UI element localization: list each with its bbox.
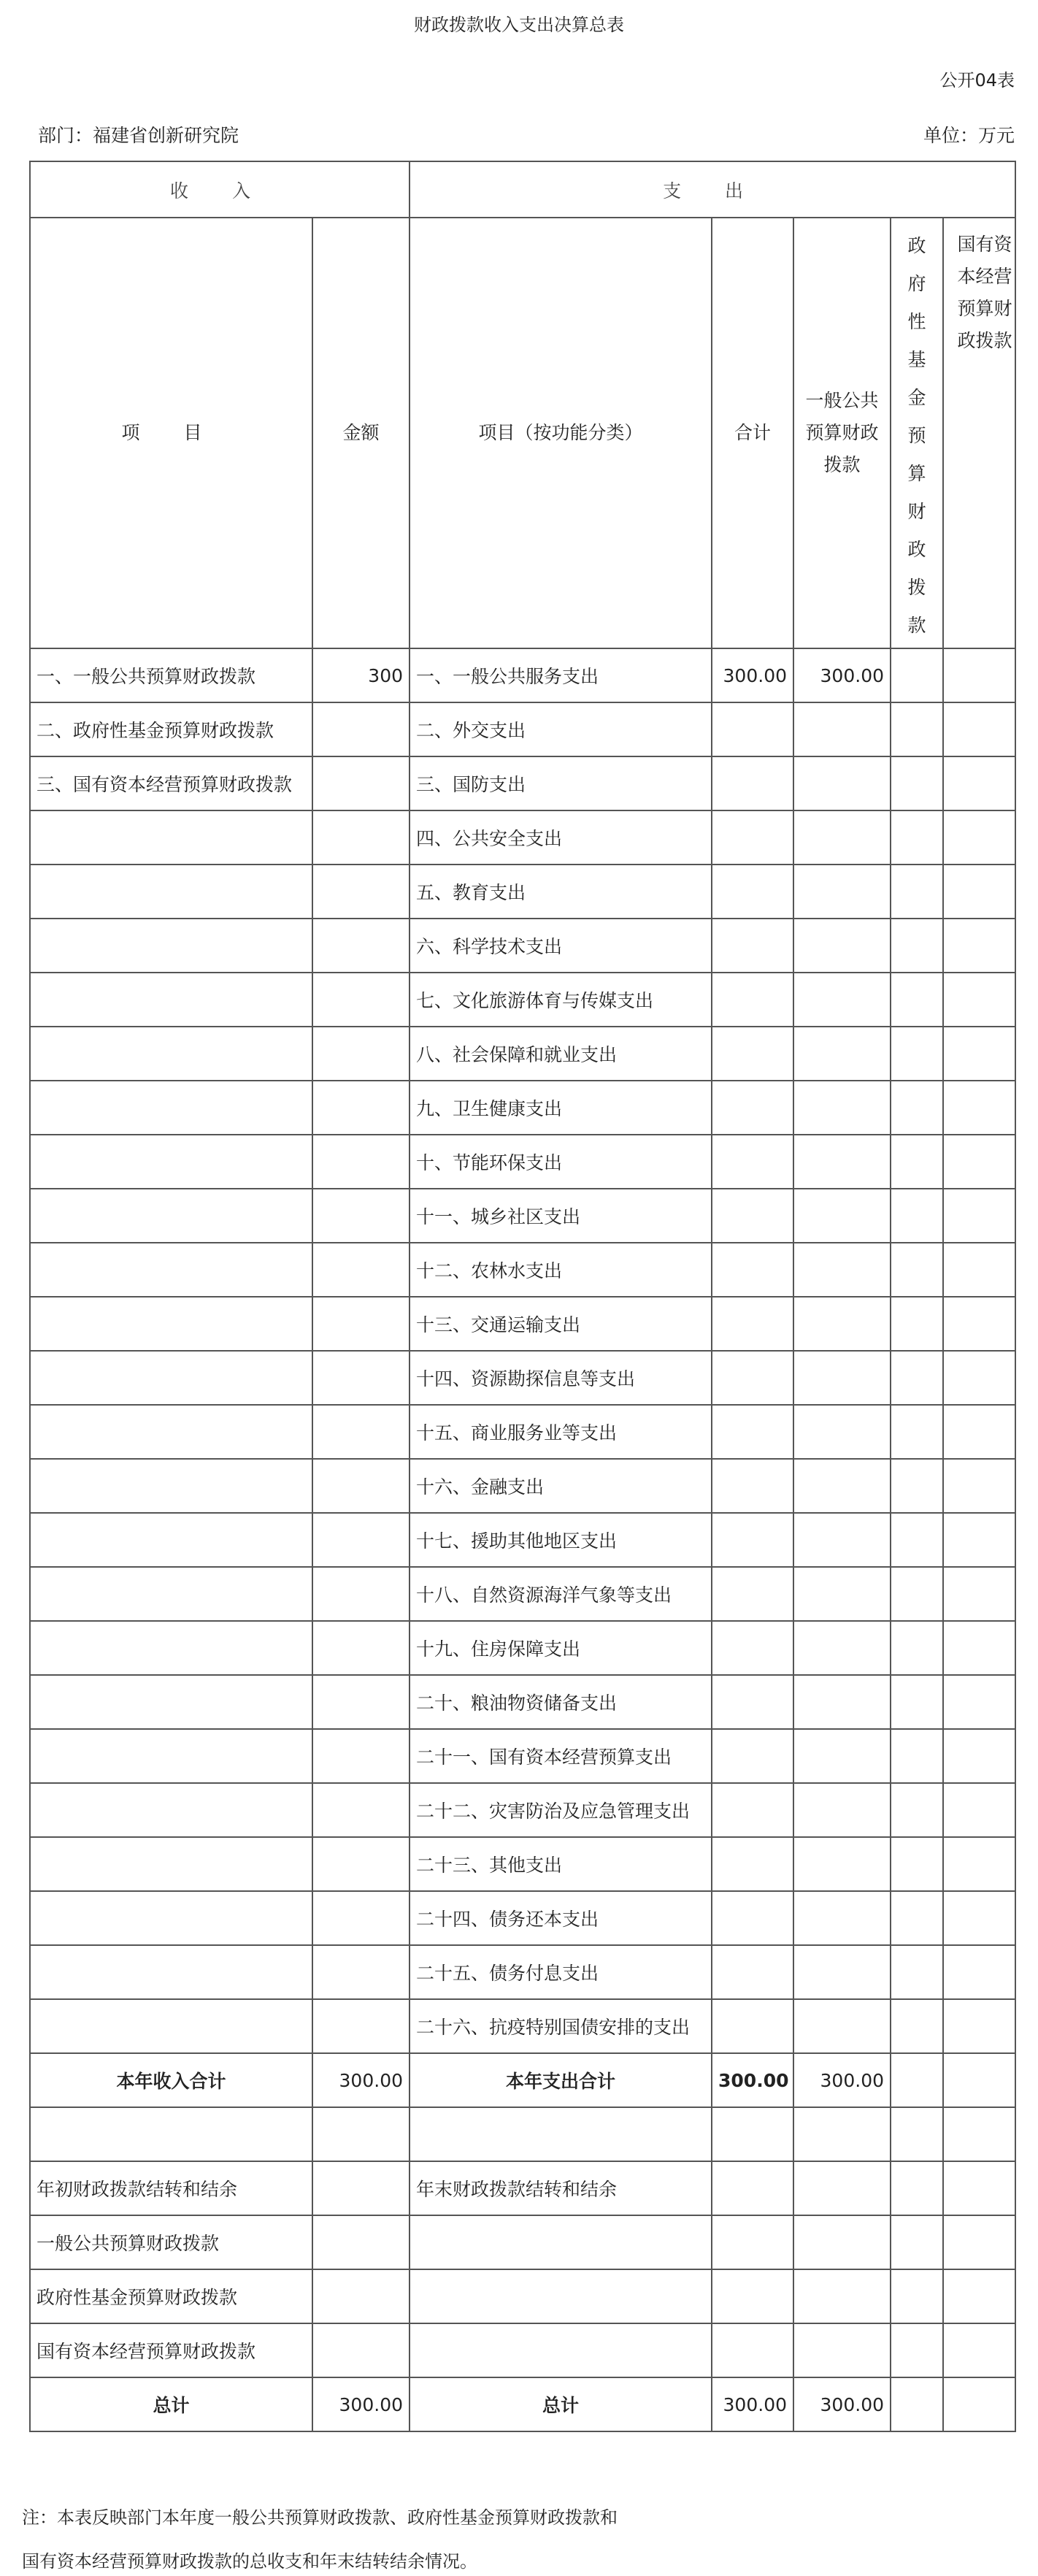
soe-capital-cell [943,1135,1015,1189]
soe-capital-cell [943,1621,1015,1675]
end-carryover-gov [891,2161,943,2215]
general-budget-cell [793,973,891,1027]
expense-total-cell [712,865,793,919]
table-row [30,1027,1015,1081]
income-item-cell [30,1027,312,1081]
general-budget-cell [793,919,891,973]
soe-capital-cell [943,1513,1015,1567]
income-amount-cell [312,919,410,973]
income-amount-cell [312,1405,410,1459]
soe-capital-cell [943,702,1015,756]
total-header: 合计 [712,218,793,648]
expense-item-cell: 二十三、其他支出 [410,1837,712,1891]
carryover-expense-cell [891,2215,943,2269]
table-row [30,1621,1015,1675]
table-row [30,1675,1015,1729]
end-carryover-total [712,2161,793,2215]
income-amount-cell [312,1621,410,1675]
general-budget-cell [793,1027,891,1081]
income-amount-cell [312,1729,410,1783]
carryover-general-label: 一般公共预算财政拨款 [30,2215,312,2269]
gov-fund-cell [891,1837,943,1891]
income-amount-cell [312,1513,410,1567]
blank-cell [793,2107,891,2161]
general-budget-cell [793,1783,891,1837]
general-budget-cell [793,1297,891,1351]
blank-cell [410,2107,712,2161]
grand-expense-general: 300.00 [793,2377,891,2431]
table-row [30,919,1015,973]
income-item-cell: 三、国有资本经营预算财政拨款 [30,756,312,810]
expense-total-cell [712,1945,793,1999]
general-budget-cell [793,865,891,919]
year-expense-soe [943,2053,1015,2107]
expense-item-cell: 二十五、债务付息支出 [410,1945,712,1999]
income-item-cell [30,1405,312,1459]
blank-cell [712,2107,793,2161]
carryover-expense-cell [793,2269,891,2323]
expense-item-cell: 十四、资源勘探信息等支出 [410,1351,712,1405]
table-row [30,1189,1015,1243]
soe-capital-cell [943,1837,1015,1891]
gov-fund-cell [891,1783,943,1837]
form-number: 公开04表 [939,70,1015,91]
income-item-cell [30,919,312,973]
general-budget-cell [793,1999,891,2053]
table-row [30,1837,1015,1891]
carryover-expense-cell [712,2269,793,2323]
income-amount-cell [312,1027,410,1081]
income-item-cell: 一、一般公共预算财政拨款 [30,648,312,702]
table-row [30,1891,1015,1945]
gov-fund-cell [891,1675,943,1729]
soe-capital-header [943,218,1015,648]
carryover-expense-cell [943,2323,1015,2377]
income-item-cell [30,1837,312,1891]
carryover-gov-fund-label: 政府性基金预算财政拨款 [30,2269,312,2323]
year-expense-total: 300.00 [712,2053,793,2107]
gov-fund-cell [891,1189,943,1243]
soe-capital-cell [943,973,1015,1027]
expense-total-cell [712,1459,793,1513]
general-budget-cell: 300.00 [793,648,891,702]
year-income-total-amount: 300.00 [312,2053,410,2107]
expense-section-header: 支 出 [410,161,1015,218]
soe-capital-cell [943,1783,1015,1837]
soe-capital-cell [943,1405,1015,1459]
expense-total-cell [712,1783,793,1837]
general-budget-header-text: 一般公共预算财政拨款 [805,390,879,475]
year-expense-gov [891,2053,943,2107]
general-budget-cell [793,1675,891,1729]
income-amount-cell [312,1189,410,1243]
soe-capital-cell [943,1945,1015,1999]
grand-expense-soe [943,2377,1015,2431]
income-item-cell [30,1675,312,1729]
expense-total-cell [712,1297,793,1351]
income-amount-cell [312,1891,410,1945]
carryover-row [30,2161,1015,2215]
table-row [30,1729,1015,1783]
general-budget-cell [793,1081,891,1135]
table-row [30,865,1015,919]
table-row [30,973,1015,1027]
income-amount-cell [312,1297,410,1351]
expense-total-cell [712,1513,793,1567]
blank-row [30,2107,1015,2161]
soe-capital-cell [943,1189,1015,1243]
expense-item-cell: 八、社会保障和就业支出 [410,1027,712,1081]
carryover-sub-row [30,2215,1015,2269]
expense-item-cell: 十三、交通运输支出 [410,1297,712,1351]
expense-item-cell: 十二、农林水支出 [410,1243,712,1297]
income-item-cell [30,1243,312,1297]
general-budget-cell [793,1567,891,1621]
expense-item-cell: 二十、粮油物资储备支出 [410,1675,712,1729]
gov-fund-header-text: 政府性基金预算财政拨款 [907,235,926,636]
income-item-cell [30,1621,312,1675]
expense-item-header: 项目（按功能分类） [410,218,712,648]
general-budget-cell [793,1729,891,1783]
income-amount-cell [312,1135,410,1189]
carryover-expense-cell [793,2323,891,2377]
soe-capital-cell [943,1675,1015,1729]
carryover-expense-cell [891,2269,943,2323]
table-row [30,810,1015,865]
income-item-header-text: 项 目 [121,422,221,443]
general-budget-cell [793,1405,891,1459]
gov-fund-cell [891,702,943,756]
expense-item-cell: 四、公共安全支出 [410,810,712,865]
carryover-soe-amount [312,2323,410,2377]
expense-total-cell [712,810,793,865]
expense-total-cell [712,756,793,810]
expense-total-cell [712,1135,793,1189]
income-amount-cell [312,1999,410,2053]
carryover-expense-cell [712,2323,793,2377]
expense-item-cell: 三、国防支出 [410,756,712,810]
general-budget-cell [793,1351,891,1405]
year-income-total-label: 本年收入合计 [30,2053,312,2107]
carryover-expense-cell [410,2215,712,2269]
expense-total-cell [712,1567,793,1621]
blank-cell [30,2107,312,2161]
gov-fund-cell [891,1243,943,1297]
expense-total-cell [712,1243,793,1297]
gov-fund-cell [891,1135,943,1189]
begin-carryover-amount [312,2161,410,2215]
expense-item-cell: 一、一般公共服务支出 [410,648,712,702]
table-row [30,1567,1015,1621]
expense-total-cell: 300.00 [712,648,793,702]
unit-label: 单位：万元 [923,125,1015,146]
soe-capital-cell [943,919,1015,973]
gov-fund-cell [891,1297,943,1351]
income-amount-cell [312,1081,410,1135]
general-budget-cell [793,810,891,865]
income-amount-cell [312,973,410,1027]
begin-carryover-label: 年初财政拨款结转和结余 [30,2161,312,2215]
expense-item-cell: 十九、住房保障支出 [410,1621,712,1675]
carryover-expense-cell [943,2269,1015,2323]
carryover-expense-cell [793,2215,891,2269]
soe-capital-cell [943,865,1015,919]
gov-fund-cell [891,648,943,702]
grand-expense-gov [891,2377,943,2431]
income-amount-cell [312,702,410,756]
grand-expense-total: 300.00 [712,2377,793,2431]
income-item-cell [30,1999,312,2053]
general-budget-header [793,218,891,648]
soe-capital-cell [943,1081,1015,1135]
gov-fund-cell [891,1405,943,1459]
footnote-line-2: 国有资本经营预算财政拨款的总收支和年末结转结余情况。 [22,2551,477,2572]
general-budget-cell [793,1459,891,1513]
expense-item-cell: 九、卫生健康支出 [410,1081,712,1135]
income-item-cell [30,865,312,919]
income-amount-cell [312,1783,410,1837]
expense-total-cell [712,919,793,973]
income-amount-cell [312,1351,410,1405]
table-row [30,1243,1015,1297]
expense-total-cell [712,1351,793,1405]
footnote-line-1: 注：本表反映部门本年度一般公共预算财政拨款、政府性基金预算财政拨款和 [22,2507,618,2528]
expense-total-cell [712,1837,793,1891]
soe-capital-cell [943,1459,1015,1513]
income-item-cell [30,810,312,865]
department-label: 部门：福建省创新研究院 [38,125,239,146]
income-item-header [30,218,312,648]
income-amount-cell [312,865,410,919]
general-budget-cell [793,1945,891,1999]
gov-fund-cell [891,1459,943,1513]
table-row [30,1297,1015,1351]
general-budget-cell [793,1135,891,1189]
table-row [30,1351,1015,1405]
income-item-cell [30,1891,312,1945]
table-row [30,1513,1015,1567]
soe-capital-cell [943,1891,1015,1945]
general-budget-cell [793,1189,891,1243]
year-expense-general: 300.00 [793,2053,891,2107]
general-budget-cell [793,1243,891,1297]
income-amount-cell: 300 [312,648,410,702]
gov-fund-cell [891,1513,943,1567]
expense-item-cell: 十一、城乡社区支出 [410,1189,712,1243]
expense-total-cell [712,702,793,756]
carryover-expense-cell [891,2323,943,2377]
year-expense-total-label: 本年支出合计 [410,2053,712,2107]
carryover-expense-cell [410,2269,712,2323]
end-carryover-soe [943,2161,1015,2215]
general-budget-cell [793,1891,891,1945]
expense-item-cell: 二十四、债务还本支出 [410,1891,712,1945]
expense-item-cell: 十六、金融支出 [410,1459,712,1513]
grand-expense-total-label: 总计 [410,2377,712,2431]
income-amount-header: 金额 [312,218,410,648]
gov-fund-cell [891,1621,943,1675]
gov-fund-cell [891,1567,943,1621]
carryover-soe-label: 国有资本经营预算财政拨款 [30,2323,312,2377]
table-row [30,1945,1015,1999]
soe-capital-cell [943,1567,1015,1621]
soe-capital-cell [943,756,1015,810]
table-row [30,1999,1015,2053]
year-total-row [30,2053,1015,2107]
grand-income-total-amount: 300.00 [312,2377,410,2431]
gov-fund-cell [891,810,943,865]
carryover-general-amount [312,2215,410,2269]
table-row [30,1405,1015,1459]
carryover-sub-row [30,2269,1015,2323]
income-item-cell [30,1513,312,1567]
expense-item-cell: 二十二、灾害防治及应急管理支出 [410,1783,712,1837]
general-budget-cell [793,1513,891,1567]
income-amount-cell [312,810,410,865]
soe-capital-cell [943,1297,1015,1351]
blank-cell [312,2107,410,2161]
income-amount-cell [312,1567,410,1621]
expense-total-cell [712,1081,793,1135]
soe-capital-cell [943,810,1015,865]
general-budget-cell [793,1621,891,1675]
gov-fund-cell [891,1945,943,1999]
budget-summary-table [29,161,1016,2432]
soe-capital-header-text: 国有资本经营预算财政拨款 [957,234,1012,351]
table-row [30,1459,1015,1513]
table-row [30,648,1015,702]
gov-fund-cell [891,1891,943,1945]
general-budget-cell [793,756,891,810]
blank-cell [943,2107,1015,2161]
gov-fund-cell [891,1351,943,1405]
income-item-cell [30,1081,312,1135]
income-item-cell [30,1189,312,1243]
soe-capital-cell [943,1729,1015,1783]
income-amount-cell [312,756,410,810]
carryover-gov-fund-amount [312,2269,410,2323]
expense-total-cell [712,1621,793,1675]
gov-fund-cell [891,1999,943,2053]
income-item-cell [30,1351,312,1405]
income-amount-cell [312,1675,410,1729]
end-carryover-general [793,2161,891,2215]
gov-fund-cell [891,756,943,810]
gov-fund-cell [891,973,943,1027]
expense-total-cell [712,973,793,1027]
blank-cell [891,2107,943,2161]
soe-capital-cell [943,1999,1015,2053]
soe-capital-cell [943,648,1015,702]
expense-item-cell: 六、科学技术支出 [410,919,712,973]
income-amount-cell [312,1837,410,1891]
income-item-cell [30,1297,312,1351]
expense-total-cell [712,1999,793,2053]
end-carryover-label: 年末财政拨款结转和结余 [410,2161,712,2215]
expense-item-cell: 十五、商业服务业等支出 [410,1405,712,1459]
expense-total-cell [712,1891,793,1945]
table-row [30,756,1015,810]
column-header-row [30,218,1015,648]
gov-fund-cell [891,1027,943,1081]
expense-total-cell [712,1027,793,1081]
table-row [30,702,1015,756]
carryover-expense-cell [943,2215,1015,2269]
report-title: 财政拨款收入支出决算总表 [414,15,624,35]
soe-capital-cell [943,1027,1015,1081]
soe-capital-cell [943,1351,1015,1405]
expense-item-cell: 十八、自然资源海洋气象等支出 [410,1567,712,1621]
income-item-cell [30,1729,312,1783]
expense-total-cell [712,1405,793,1459]
carryover-expense-cell [410,2323,712,2377]
gov-fund-cell [891,919,943,973]
section-header-row [30,161,1015,218]
soe-capital-cell [943,1243,1015,1297]
gov-fund-cell [891,865,943,919]
income-amount-cell [312,1945,410,1999]
grand-total-row [30,2377,1015,2431]
income-item-cell [30,1783,312,1837]
expense-item-cell: 十七、援助其他地区支出 [410,1513,712,1567]
expense-item-cell: 二十一、国有资本经营预算支出 [410,1729,712,1783]
table-row [30,1081,1015,1135]
expense-item-cell: 五、教育支出 [410,865,712,919]
expense-total-cell [712,1189,793,1243]
general-budget-cell [793,1837,891,1891]
gov-fund-cell [891,1081,943,1135]
income-amount-cell [312,1459,410,1513]
expense-total-cell [712,1675,793,1729]
income-amount-cell [312,1243,410,1297]
income-item-cell [30,973,312,1027]
gov-fund-cell [891,1729,943,1783]
general-budget-cell [793,702,891,756]
expense-total-cell [712,1729,793,1783]
expense-item-cell: 二十六、抗疫特别国债安排的支出 [410,1999,712,2053]
income-item-cell [30,1567,312,1621]
expense-item-cell: 二、外交支出 [410,702,712,756]
carryover-sub-row [30,2323,1015,2377]
gov-fund-header [891,218,943,648]
table-row [30,1783,1015,1837]
expense-item-cell: 十、节能环保支出 [410,1135,712,1189]
income-item-cell [30,1945,312,1999]
income-item-cell [30,1459,312,1513]
income-item-cell [30,1135,312,1189]
carryover-expense-cell [712,2215,793,2269]
expense-item-cell: 七、文化旅游体育与传媒支出 [410,973,712,1027]
table-row [30,1135,1015,1189]
income-section-header: 收 入 [30,161,410,218]
grand-income-total-label: 总计 [30,2377,312,2431]
income-item-cell: 二、政府性基金预算财政拨款 [30,702,312,756]
